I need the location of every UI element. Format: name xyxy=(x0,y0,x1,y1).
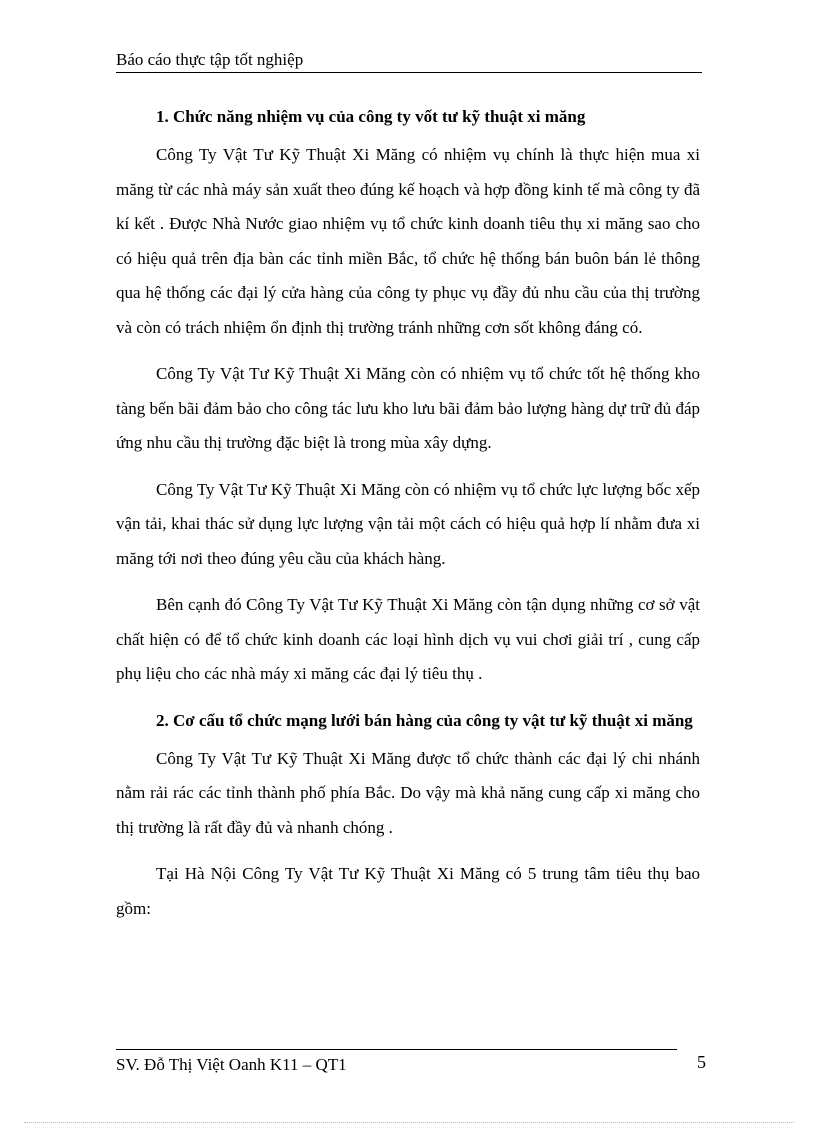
page-header: Báo cáo thực tập tốt nghiệp xyxy=(116,50,702,73)
section-2-paragraph-1: Công Ty Vật Tư Kỹ Thuật Xi Măng được tổ chức thành các đại lý chi nhánh nằm rải rác các tỉnh thành phố phía Bắc. Do vậy mà khả năng cung cấp xi măng cho thị trường là rất đầy đủ và nhanh chóng . xyxy=(116,748,700,837)
section-1-heading: 1. Chức năng nhiệm vụ của công ty vốt tư kỹ thuật xi măng xyxy=(156,107,586,126)
footer-divider xyxy=(116,1049,677,1050)
section-1-paragraph-1: Công Ty Vật Tư Kỹ Thuật Xi Măng có nhiệm vụ chính là thực hiện mua xi măng từ các nhà máy sản xuất theo đúng kế hoạch và hợp đồng kinh tế mà công ty đã kí kết . Được Nhà Nước giao nhiệm vụ tổ chức kinh doanh tiêu thụ xi măng sao cho có hiệu quả trên địa bàn các tỉnh miền Bắc, tổ chức hệ thống bán buôn bán lẻ thông qua hệ thống các đại lý cửa hàng của công ty phục vụ đầy đủ nhu cầu của thị trường và còn có trách nhiệm ổn định thị trường tránh những cơn sốt không đáng có. xyxy=(116,145,700,337)
document-body xyxy=(116,100,700,938)
section-2-heading: 2. Cơ cấu tổ chức mạng lưới bán hàng của công ty vật tư kỹ thuật xi măng xyxy=(156,710,693,730)
section-1-paragraph-4: Bên cạnh đó Công Ty Vật Tư Kỹ Thuật Xi Măng còn tận dụng những cơ sở vật chất hiện có để tổ chức kinh doanh các loại hình dịch vụ vui chơi giải trí , cung cấp phụ liệu cho các nhà máy xi măng các đại lý tiêu thụ . xyxy=(116,595,700,683)
section-1-paragraph-3: Công Ty Vật Tư Kỹ Thuật Xi Măng còn có nhiệm vụ tổ chức lực lượng bốc xếp vận tải, khai thác sử dụng lực lượng vận tải một cách có hiệu quả hợp lí nhằm đưa xi măng tới nơi theo đúng yêu cầu của khách hàng. xyxy=(116,479,700,568)
page-number: 5 xyxy=(697,1052,706,1072)
footer-author: SV. Đỗ Thị Việt Oanh K11 – QT1 xyxy=(116,1055,347,1074)
section-2-paragraph-2: Tại Hà Nội Công Ty Vật Tư Kỹ Thuật Xi Măng có 5 trung tâm tiêu thụ bao gồm: xyxy=(116,864,700,918)
section-1-paragraph-2: Công Ty Vật Tư Kỹ Thuật Xi Măng còn có nhiệm vụ tổ chức tốt hệ thống kho tàng bến bãi đảm bảo cho công tác lưu kho lưu bãi đảm bảo lượng hàng dự trữ đủ đáp ứng nhu cầu thị trường đặc biệt là trong mùa xây dựng. xyxy=(116,364,700,452)
